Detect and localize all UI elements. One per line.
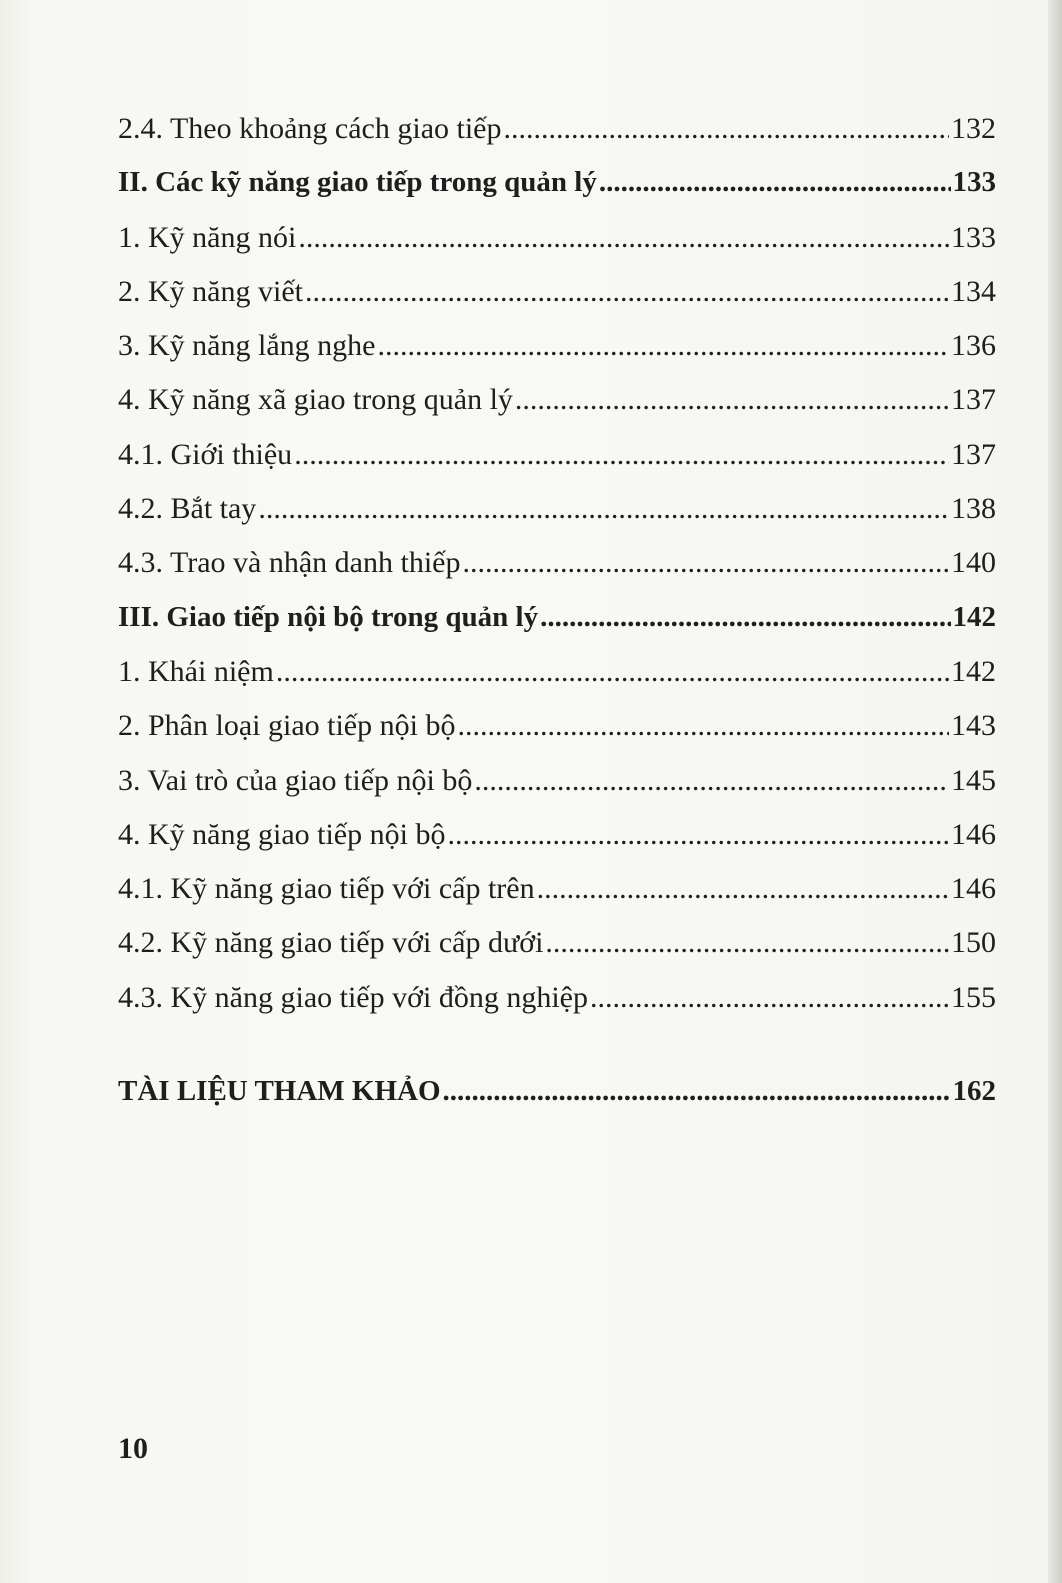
- toc-entry-title: III. Giao tiếp nội bộ trong quản lý: [118, 600, 539, 633]
- toc-entry-title: 2. Kỹ năng viết: [118, 274, 303, 308]
- page-edge-shadow: [1048, 0, 1062, 1583]
- toc-row-section-heading: [118, 601, 996, 655]
- toc-entry-page: 137: [951, 383, 996, 417]
- toc-entry-title: 4. Kỹ năng xã giao trong quản lý: [118, 383, 513, 417]
- toc-entry-page: 150: [951, 926, 996, 960]
- toc-entry-page: 146: [951, 817, 996, 851]
- toc-entry-title: 4.1. Giới thiệu: [118, 437, 293, 471]
- toc-entry-page: 142: [952, 600, 996, 633]
- toc-row: [118, 818, 996, 872]
- toc-leader-dots: [540, 601, 950, 634]
- toc-entry-title: 4.2. Kỹ năng giao tiếp với cấp dưới: [118, 926, 544, 960]
- toc-entry-title: 4.2. Bắt tay: [118, 492, 257, 526]
- toc-entry-title: 2.4. Theo khoảng cách giao tiếp: [118, 112, 502, 145]
- page-number: 10: [118, 1432, 148, 1465]
- toc-entry-title: 1. Kỹ năng nói: [118, 220, 297, 254]
- toc-row: [118, 655, 996, 709]
- toc-entry-page: 146: [951, 872, 996, 906]
- toc-entry-page: 133: [951, 220, 996, 254]
- toc-row: [118, 872, 996, 926]
- toc-entry-title: 4. Kỹ năng giao tiếp nội bộ: [118, 817, 446, 851]
- toc-entry-title: 4.1. Kỹ năng giao tiếp với cấp trên: [118, 872, 535, 906]
- toc-row: [118, 112, 996, 166]
- toc-row: [118, 492, 996, 546]
- toc-leader-dots: [515, 383, 949, 417]
- toc-entry-page: 142: [951, 654, 996, 688]
- toc-entry-title: 1. Khái niệm: [118, 654, 274, 688]
- toc-leader-dots: [258, 492, 949, 526]
- toc-leader-dots: [305, 275, 949, 309]
- toc-leader-dots: [537, 872, 949, 906]
- toc-leader-dots: [276, 655, 949, 689]
- toc-leader-dots: [294, 438, 949, 472]
- toc-row: [118, 383, 996, 437]
- toc-row: [118, 981, 996, 1035]
- toc-row: [118, 926, 996, 980]
- toc-row: [118, 329, 996, 383]
- toc-row-references: [118, 1075, 996, 1129]
- toc-row-section-heading: [118, 166, 996, 220]
- toc-entry-page: 155: [951, 980, 996, 1014]
- toc-leader-dots: [474, 764, 949, 798]
- toc-entry-title: 3. Kỹ năng lắng nghe: [118, 329, 376, 363]
- table-of-contents: [118, 112, 996, 1129]
- toc-leader-dots: [504, 112, 950, 146]
- toc-leader-dots: [462, 546, 949, 580]
- toc-leader-dots: [447, 818, 949, 852]
- toc-entry-page: 138: [951, 492, 996, 526]
- toc-entry-title: 4.3. Trao và nhận danh thiếp: [118, 546, 461, 580]
- toc-leader-dots: [298, 221, 949, 255]
- toc-leader-dots: [599, 166, 951, 199]
- toc-entry-page: 140: [951, 546, 996, 580]
- toc-entry-page: 143: [951, 709, 996, 743]
- toc-entry-page: 162: [952, 1075, 996, 1108]
- toc-entry-page: 136: [951, 329, 996, 363]
- toc-leader-dots: [443, 1075, 951, 1108]
- toc-leader-dots: [545, 926, 949, 960]
- toc-row: [118, 275, 996, 329]
- toc-entry-page: 132: [951, 112, 996, 145]
- toc-entry-title: 2. Phân loại giao tiếp nội bộ: [118, 709, 456, 743]
- toc-entry-title: II. Các kỹ năng giao tiếp trong quản lý: [118, 166, 597, 199]
- toc-row: [118, 709, 996, 763]
- toc-leader-dots: [377, 329, 949, 363]
- toc-entry-title: 3. Vai trò của giao tiếp nội bộ: [118, 763, 473, 797]
- toc-entry-page: 137: [951, 437, 996, 471]
- toc-entry-page: 145: [951, 763, 996, 797]
- toc-row: [118, 546, 996, 600]
- toc-row: [118, 221, 996, 275]
- toc-entry-title: TÀI LIỆU THAM KHẢO: [118, 1075, 441, 1108]
- toc-leader-dots: [590, 981, 949, 1015]
- toc-entry-page: 134: [951, 274, 996, 308]
- toc-row: [118, 438, 996, 492]
- toc-row: [118, 764, 996, 818]
- toc-leader-dots: [457, 709, 949, 743]
- toc-entry-page: 133: [952, 166, 996, 199]
- toc-entry-title: 4.3. Kỹ năng giao tiếp với đồng nghiệp: [118, 980, 588, 1014]
